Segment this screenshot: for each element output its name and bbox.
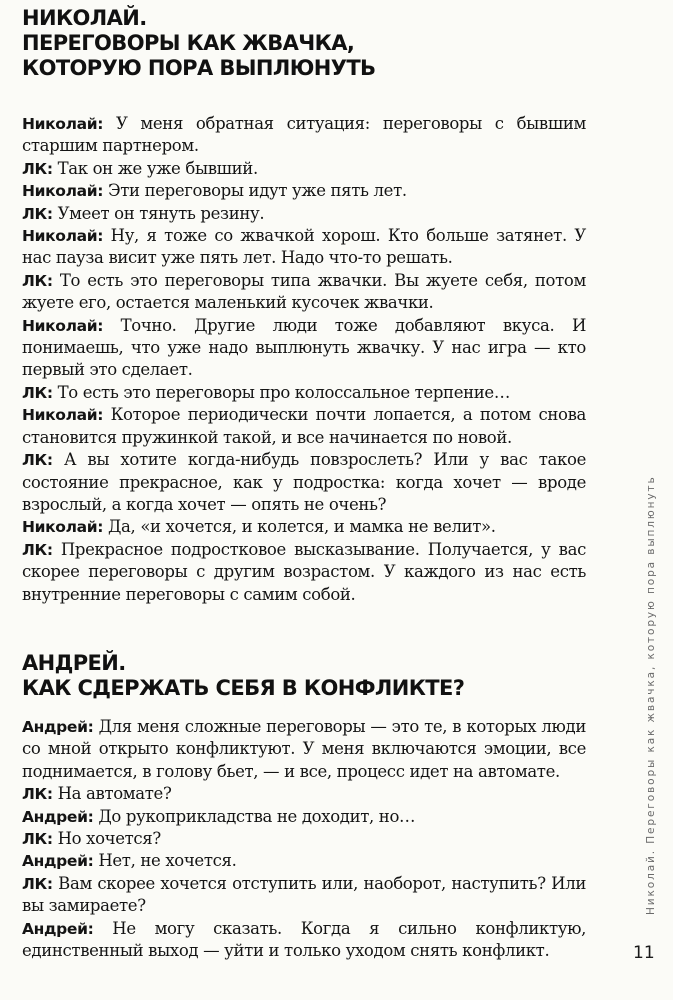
utterance: До рукоприкладства не доходит, но… xyxy=(93,806,416,826)
speaker-label: ЛК: xyxy=(22,540,53,559)
dialogue-line xyxy=(22,716,586,783)
speaker-label: Николай: xyxy=(22,227,104,246)
utterance: То есть это переговоры типа жвачки. Вы жуете себя, потом жуете его, остается маленький кусочек жвачки. xyxy=(22,270,586,313)
utterance: А вы хотите когда-нибудь повзрослеть? Или у вас такое состояние прекрасное, как у подростка: когда хочет — вроде взрослый, а когда хочет — опять не очень? xyxy=(22,450,586,514)
dialogue-line xyxy=(22,113,586,158)
dialogue-line xyxy=(22,850,586,872)
utterance: Вам скорее хочется отступить или, наоборот, наступить? Или вы замираете? xyxy=(22,873,586,916)
speaker-label: ЛК: xyxy=(22,159,53,178)
speaker-label: Николай: xyxy=(22,115,104,133)
heading-line: ПЕРЕГОВОРЫ КАК ЖВАЧКА, xyxy=(22,31,355,55)
speaker-label: Андрей: xyxy=(22,718,94,736)
utterance: Так он же уже бывший. xyxy=(52,158,258,178)
speaker-label: Андрей: xyxy=(22,807,94,826)
dialogue-line xyxy=(22,449,586,516)
dialogue-line xyxy=(22,404,586,449)
speaker-label: ЛК: xyxy=(22,874,53,893)
utterance: Да, «и хочется, и колется, и мамка не велит». xyxy=(103,517,496,537)
heading-line: НИКОЛАЙ. xyxy=(22,6,147,30)
dialogue-line xyxy=(22,203,586,225)
speaker-label: Николай: xyxy=(22,182,104,201)
dialogue-line xyxy=(22,516,586,538)
speaker-label: ЛК: xyxy=(22,271,53,290)
dialogue-line xyxy=(22,158,586,180)
speaker-label: ЛК: xyxy=(22,451,53,470)
dialogue-line xyxy=(22,180,586,202)
dialogue-line xyxy=(22,783,586,805)
utterance: Прекрасное подростковое высказывание. Получается, у вас скорее переговоры с другим возрастом. У каждого из нас есть внутренние переговоры с самим собой. xyxy=(22,539,586,604)
dialogue-line xyxy=(22,382,586,404)
dialogue-line xyxy=(22,806,586,828)
dialogue-line xyxy=(22,918,586,963)
section-heading-andrey xyxy=(22,651,582,701)
utterance: Которое периодически почти лопается, а потом снова становится пружинкой такой, и все начинается по новой. xyxy=(22,405,586,447)
speaker-label: ЛК: xyxy=(22,383,53,402)
speaker-label: Андрей: xyxy=(22,919,94,938)
speaker-label: Андрей: xyxy=(22,852,94,871)
utterance: У меня обратная ситуация: переговоры с бывшим старшим партнером. xyxy=(22,114,586,156)
utterance: На автомате? xyxy=(52,784,172,804)
utterance: Ну, я тоже со жвачкой хорош. Кто больше затянет. У нас пауза висит уже пять лет. Надо что-то решать. xyxy=(22,226,586,268)
speaker-label: ЛК: xyxy=(22,785,53,804)
speaker-label: ЛК: xyxy=(22,830,53,849)
dialogue-line xyxy=(22,315,586,382)
heading-line: АНДРЕЙ. xyxy=(22,651,126,675)
dialogue-andrey xyxy=(22,716,586,962)
running-head: Николай. Переговоры как жвачка, которую пора выплюнуть xyxy=(645,475,657,915)
dialogue-nikolai xyxy=(22,113,586,606)
utterance: Умеет он тянуть резину. xyxy=(52,203,265,223)
utterance: Но хочется? xyxy=(52,829,161,849)
dialogue-line xyxy=(22,873,586,918)
dialogue-line xyxy=(22,539,586,606)
utterance: То есть это переговоры про колоссальное терпение… xyxy=(52,382,510,402)
utterance: Эти переговоры идут уже пять лет. xyxy=(103,181,407,201)
utterance: Не могу сказать. Когда я сильно конфликтую, единственный выход — уйти и только уходом снять конфликт. xyxy=(22,918,586,961)
dialogue-line xyxy=(22,270,586,315)
speaker-label: Николай: xyxy=(22,518,104,537)
speaker-label: ЛК: xyxy=(22,204,53,223)
utterance: Для меня сложные переговоры — это те, в которых люди со мной открыто конфликтуют. У меня включаются эмоции, все поднимается, в голову бьет, — и все, процесс идет на автомате. xyxy=(22,717,586,781)
speaker-label: Николай: xyxy=(22,406,104,425)
dialogue-line xyxy=(22,225,586,270)
speaker-label: Николай: xyxy=(22,316,104,335)
utterance: Нет, не хочется. xyxy=(93,851,237,871)
utterance: Точно. Другие люди тоже добавляют вкуса. И понимаешь, что уже надо выплюнуть жвачку. У нас игра — кто первый это сделает. xyxy=(22,315,586,380)
heading-line: КОТОРУЮ ПОРА ВЫПЛЮНУТЬ xyxy=(22,56,376,80)
page-number: 11 xyxy=(633,943,655,963)
section-heading-nikolai xyxy=(22,6,582,81)
heading-line: КАК СДЕРЖАТЬ СЕБЯ В КОНФЛИКТЕ? xyxy=(22,676,465,700)
dialogue-line xyxy=(22,828,586,850)
